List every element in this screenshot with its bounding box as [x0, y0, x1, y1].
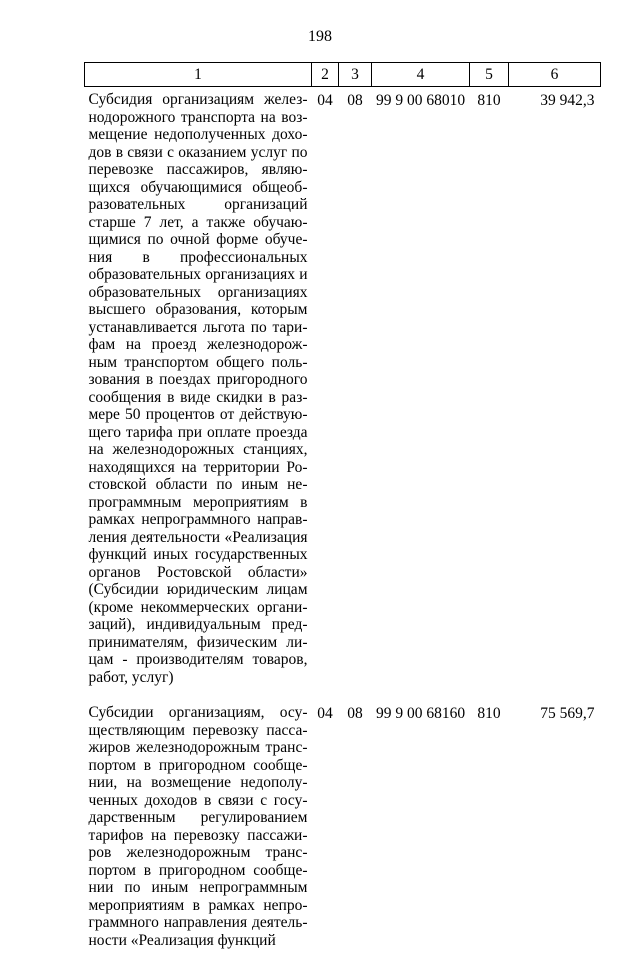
- row-subsection-code: 08: [347, 705, 363, 722]
- table-row: [85, 87, 601, 701]
- table-header-row: [85, 63, 601, 87]
- header-col-5: 5: [470, 63, 509, 87]
- header-col-2: 2: [312, 63, 339, 87]
- row-expense-type: 810: [477, 705, 501, 722]
- row-description: Субсидии организациям, осуществляющим перевозку пассажиров железнодорожным транспортом в пригородном сообщении, на возмещение недополученных доходов в связи с государственным регулированием тарифов на перевозку пассажиров железнодорожным транспортом в пригородном сообщении по иным непрограммным мероприятиям в рамках непрограммного направления деятельности «Реализация функций: [88, 704, 308, 949]
- header-col-6: 6: [509, 63, 601, 87]
- row-amount: 75 569,7: [540, 705, 595, 722]
- table-row: [85, 700, 601, 963]
- row-target-article: 99 9 00 68010: [375, 92, 466, 109]
- budget-table: [84, 62, 601, 963]
- header-col-1: 1: [85, 63, 312, 87]
- page-number: 198: [308, 28, 332, 45]
- row-expense-type: 810: [477, 92, 501, 109]
- row-description: Субсидия организациям железнодорожного транспорта на возмещение недополученных доходов в связи с оказанием услуг по перевозке пассажиров, являющихся обучающимися общеобразовательных организаций старше 7 лет, а также обучающимися по очной форме обучения в профессиональных образовательных организациях и образовательных организациях высшего образования, которым устанавливается льгота по тарифам на проезд железнодорожным транспортом общего пользования в поездах пригородного сообщения в виде скидки в размере 50 процентов от действующего тарифа при оплате проезда на железнодорожных станциях, находящихся на территории Ростовской области по иным непрограммным мероприятиям в рамках непрограммного направления деятельности «Реализация функций иных государственных органов Ростовской области» (Субсидии юридическим лицам (кроме некоммерческих организаций), индивидуальным предпринимателям, физическим лицам - производителям товаров, работ, услуг): [88, 91, 308, 686]
- row-target-article: 99 9 00 68160: [375, 705, 466, 722]
- header-col-3: 3: [339, 63, 372, 87]
- row-section-code: 04: [317, 92, 333, 109]
- header-col-4: 4: [372, 63, 470, 87]
- row-amount: 39 942,3: [540, 92, 595, 109]
- row-subsection-code: 08: [347, 92, 363, 109]
- row-section-code: 04: [317, 705, 333, 722]
